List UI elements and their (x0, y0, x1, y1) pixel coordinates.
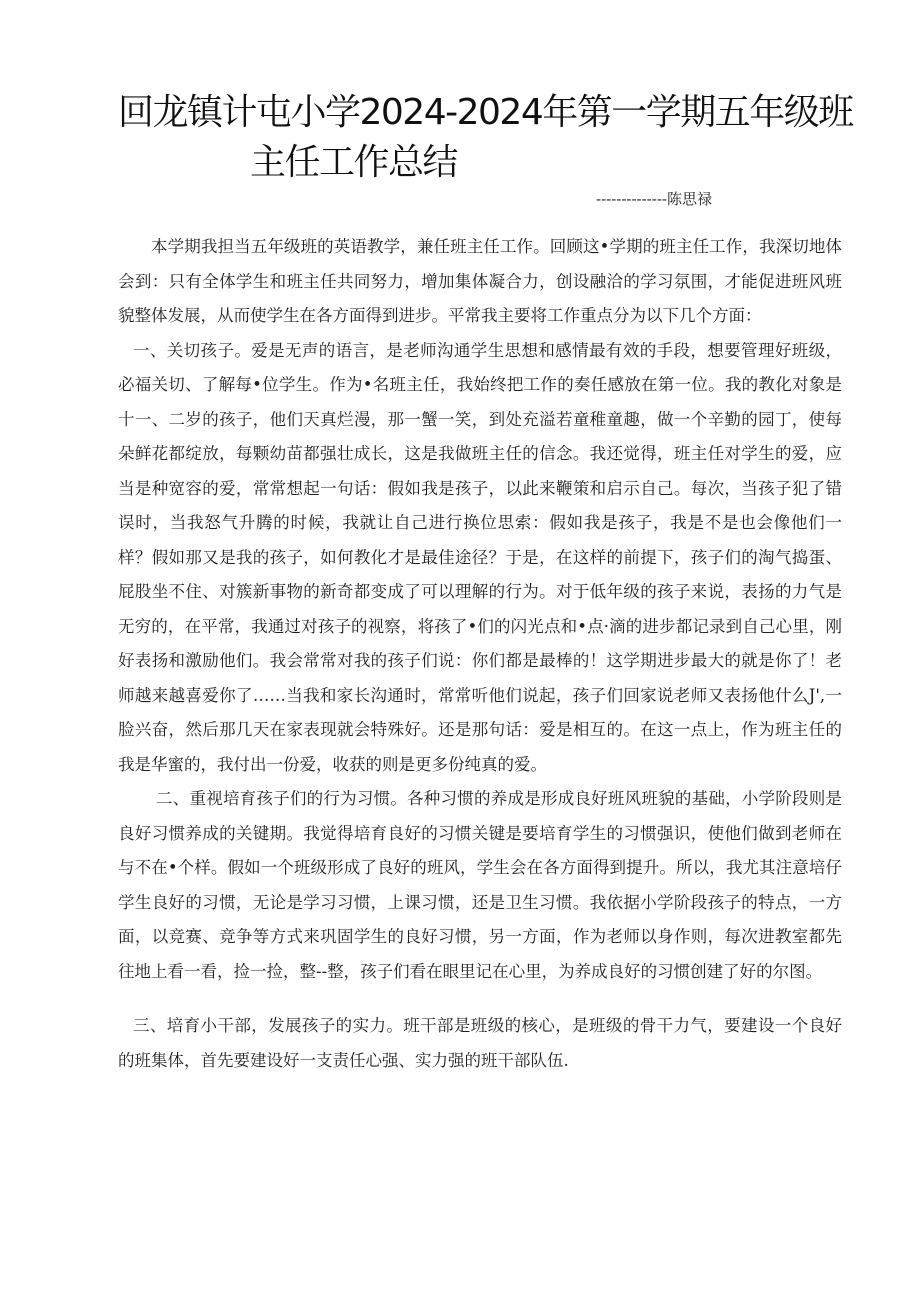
paragraph-intro: 本学期我担当五年级班的英语教学，兼任班主任工作。回顾这•学期的班主任工作，我深切地体会到：只有全体学生和班主任共同努力，增加集体凝合力，创设融洽的学习氛围，才能促进班风班貌整体发展，从而使学生在各方面得到进步。平常我主要将工作重点分为以下几个方面： (118, 237, 842, 325)
paragraph-section-3: 三、培育小干部，发展孩子的实力。班干部是班级的核心，是班级的骨干力气，要建设一个良好的班集体，首先要建设好一支责任心强、实力强的班干部队伍. (118, 1016, 842, 1070)
paragraph-section-1: 一、关切孩子。爱是无声的语言，是老师沟通学生思想和感情最有效的手段，想要管理好班级，必福关切、了解每•位学生。作为•名班主任，我始终把工作的奏任感放在第一位。我的教化对象是十一、二岁的孩子，他们天真烂漫，那一蟹一笑，到处充溢若童稚童趣，做一个辛勤的园丁，使每朵鲜花都绽放，每颗幼苗都强壮成长，这是我做班主任的信念。我还觉得，班主任对学生的爱，应当是种宽容的爱，常常想起一句话：假如我是孩子，以此来鞭策和启示自己。每次，当孩子犯了错误时，当我怒气升腾的时候，我就让自己进行换位思索：假如我是孩子，我是不是也会像他们一样？假如那又是我的孩子，如何教化才是最佳途径？于是，在这样的前提下，孩子们的淘气捣蛋、屁股坐不住、对簇新事物的新奇都变成了可以理解的行为。对于低年级的孩子来说，表扬的力气是无穷的，在平常，我通过对孩子的视察，将孩了•们的闪光点和•点·滴的进步都记录到自己心里，刚好表扬和激励他们。我会常常对我的孩子们说：你们都是最棒的！这学期进步最大的就是你了！老师越来越喜爱你了……当我和家长沟通时，常常听他们说起，孩子们回家说老师又表扬他什么J',一脸兴奋，然后那几天在家表现就会特殊好。还是那句话：爱是相互的。在这一点上，作为班主任的我是华蜜的，我付出一份爱，收获的则是更多份纯真的爱。 (118, 340, 842, 774)
title-line-2: 主任工作总结 (250, 142, 458, 183)
document-body (118, 230, 842, 1078)
paragraph-section-2: 二、重视培育孩子们的行为习惯。各种习惯的养成是形成良好班风班貌的基础，小学阶段则是良好习惯养成的关键期。我觉得培育良好的习惯关键是要培育学生的习惯强识，使他们做到老师在与不在•个样。假如一个班级形成了良好的班风，学生会在各方面得到提升。所以，我尤其注意培仔学生良好的习惯，无论是学习习惯，上课习惯，还是卫生习惯。我依据小学阶段孩子的特点，一方面，以竞赛、竞争等方式来巩固学生的良好习惯，另一方面，作为老师以身作则，每次进教室都先往地上看一看，捡一捡，整--整，孩子们看在眼里记在心里，为养成良好的习惯创建了好的尔图。 (118, 789, 842, 981)
title-line-1: 回龙镇计屯小学2024-2024年第一学期五年级班 (118, 92, 853, 133)
document-title (118, 88, 853, 188)
author-signature: --------------陈思禄 (596, 190, 712, 208)
